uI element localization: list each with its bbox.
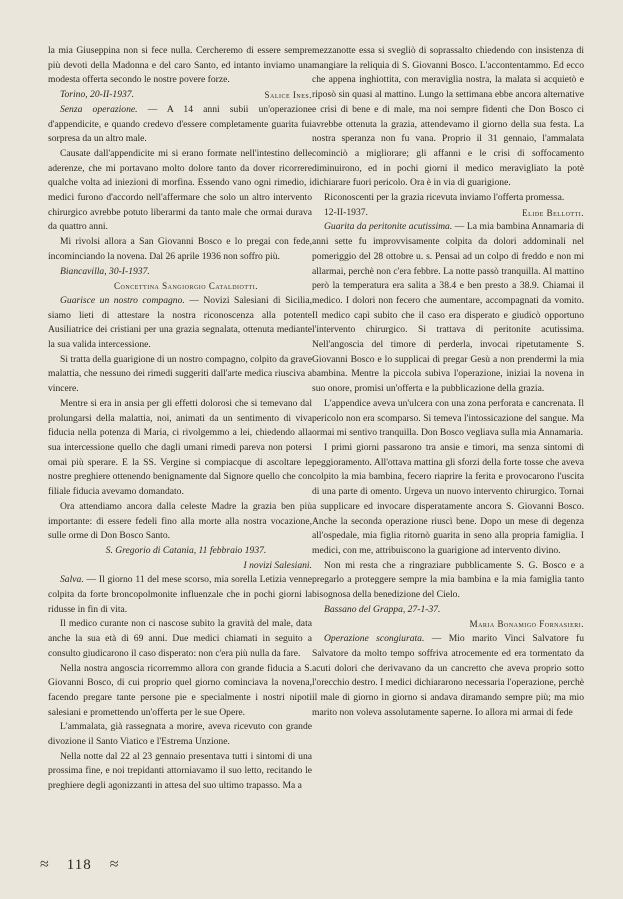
- signature-place-date: Biancavilla, 30-I-1937.: [60, 265, 150, 277]
- paragraph-body: — La mia bambina Annamaria di anni sette fu improvvisamente colpita da dolori addominali nel pomeriggio del 28 ottobre u. s. Pensai ad un colpo di freddo e non mi allarmai, perchè non c'era febbre. La notte passò tranquilla. Al mattino però la temperatura era salita a 38.4 e ben presto a 38.9. Chiamai il medico. I dolori non fecero che aumentare, accompagnati da vomito. Il medico capì subito che il caso era disperato e giudicò opportuno l'intervento chirurgico. Si trattava di peritonite acutissima. Nell'angoscia del timore di perderla, invocai ripetutamente S. Giovanni Bosco e lo supplicai di pregar Gesù a non prendermi la mia bambina. Mentre la piccola subiva l'operazione, iniziai la novena in suo onore, promisi un'offerta e la pubblicazione della grazia.: [312, 221, 584, 395]
- paragraph-body: — A 14 anni subii un'operazione d'appendicite, e quando credevo d'essere completamente guarita fui sorpresa da un altro male.: [48, 103, 313, 145]
- right-column: [312, 44, 584, 720]
- signature-place-date: 12-II-1937.: [324, 206, 368, 218]
- ornament-wave-icon: ≈: [109, 856, 119, 873]
- signature-place-date: Bassano del Grappa, 27-1-37.: [324, 603, 441, 615]
- paragraph: [48, 573, 312, 617]
- paragraph: [312, 632, 584, 720]
- page-footer: [40, 856, 220, 874]
- signature-name: Elide Bellotti.: [522, 207, 584, 218]
- page-number: 118: [66, 856, 92, 873]
- paragraph: I primi giorni passarono tra ansie e timori, ma senza sintomi di peggioramento. All'ottava mattina gli sforzi della forte tosse che aveva colpito la mia bambina, fecero riaprire la ferita e provocarono l'uscita di una parte di omento. Urgeva un nuovo intervento chirurgico. Tornai a supplicare ed invocare disperatamente ancora S. Giovanni Bosco. Anche la seconda operazione riuscì bene. Dopo un mese di degenza all'ospedale, mia figlia ritornò guarita in seno alla propria famiglia. I medici, con me, attribuiscono la guarigione ad intervento divino.: [312, 441, 584, 556]
- paragraph: Nella notte dal 22 al 23 gennaio presentava tutti i sintomi di una prossima fine, e noi trepidanti attorniavamo il suo letto, recitando le preghiere degli agonizzanti in attesa del suo ultimo trapasso. Ma a: [48, 750, 312, 792]
- paragraph: Ora attendiamo ancora dalla celeste Madre la grazia ben più importante: di essere fedeli fino alla morte alla nostra vocazione, sulle orme di Don Bosco Santo.: [48, 500, 312, 542]
- paragraph: mezzanotte essa si svegliò di soprassalto chiedendo con insistenza di mangiare la reliquia di S. Giovanni Bosco. L'accontentammo. Ed ecco che appena inghiottita, con meraviglia nostra, la malata si acquietò e riposò sin quasi al mattino. Lungo la settimana ebbe ancora alternative e crisi di bene e di male, ma noi sempre fidenti che Don Bosco ci avrebbe ottenuta la grazia, attendevamo il giorno della sua festa. La nostra speranza non fu vana. Proprio il 31 gennaio, l'ammalata cominciò a migliorare; gli affanni e le crisi di soffocamento diminuirono, ed in pochi giorni il medico meravigliato la potè dichiarare fuori pericolo. Ora è in via di guarigione.: [312, 45, 584, 189]
- signature-line: [48, 88, 312, 103]
- signature-name: Concettina Sangiorgio Cataldiotti.: [114, 281, 258, 292]
- paragraph-title: Senza operazione.: [60, 103, 138, 115]
- paragraph: [48, 103, 312, 147]
- signature-name: Maria Bonamigo Fornasieri.: [469, 619, 584, 630]
- signature-place-date: Torino, 20-II-1937.: [60, 89, 134, 101]
- paragraph: Non mi resta che a ringraziare pubblicamente S. G. Bosco e a pregarlo a proteggere sempre la mia bambina e la mia famiglia tanto bisognosa della benedizione del Cielo.: [312, 559, 584, 601]
- paragraph: Riconoscenti per la grazia ricevuta inviamo l'offerta promessa.: [324, 192, 565, 204]
- paragraph-title: Operazione scongiurata.: [324, 633, 425, 645]
- paragraph: la mia Giuseppina non si fece nulla. Cercheremo di essere sempre più devoti della Madonna e del caro Santo, ed intanto inviamo una modesta offerta secondo le nostre povere forze.: [48, 45, 312, 86]
- paragraph: Il medico curante non ci nascose subito la gravità del male, data anche la sua età di 69 anni. Due medici chiamati in seguito a consulto giudicarono il caso disperato: non c'era più nulla da fare.: [48, 618, 312, 659]
- paragraph-body: — Mio marito Vinci Salvatore fu Salvatore da molto tempo soffriva atrocemente ed era tormentato da acuti dolori che derivavano da un cancretto che aveva proprio sotto l'orecchio destro. I medici dichiararono necessaria l'operazione, perchè il male di giorno in giorno si andava diramando sempre più; ma mio marito non voleva assolutamente saperne. Io allora mi armai di fede: [312, 633, 584, 718]
- signature-place-date: S. Gregorio di Catania, 11 febbraio 1937.: [105, 544, 267, 556]
- signature-name: I novizi Salesiani.: [243, 559, 312, 571]
- left-column: [48, 44, 312, 794]
- paragraph-title: Guarita da peritonite acutissima.: [324, 221, 453, 233]
- paragraph: [312, 220, 584, 396]
- paragraph-body: — Novizi Salesiani di Sicilia, siamo lieti di attestare la nostra riconoscenza alla potente Ausiliatrice dei cristiani per una grazia segnalata, ottenuta mediante la sua valida intercessione.: [48, 294, 312, 351]
- signature-line: [312, 206, 584, 221]
- paragraph: Nella nostra angoscia ricorremmo allora con grande fiducia a S. Giovanni Bosco, di cui proprio quel giorno cominciava la novena, facendo pregare tante persone pie e specialmente i nostri nipoti salesiani e promettendo un'offerta per le sue Opere.: [48, 662, 312, 718]
- paragraph: L'appendice aveva un'ulcera con una zona perforata e cancrenata. Il pericolo non era scomparso. Si temeva l'intossicazione del sangue. Ma ormai mi sentivo tranquilla. Don Bosco vegliava sulla mia Annamaria.: [312, 397, 584, 439]
- signature-name: Salice Ines.: [264, 90, 312, 101]
- paragraph: Causate dall'appendicite mi si erano formate nell'intestino delle aderenze, che mi portavano molto dolore tanto da dover ricorrere qualche volta ad iniezioni di morfina. Essendo vano ogni rimedio, i medici furono d'accordo nell'affermare che solo un altro intervento chirurgico avrebbe potuto liberarmi da tanto male che ormai durava da quattro anni.: [48, 147, 312, 233]
- paragraph: L'ammalata, già rassegnata a morire, aveva ricevuto con grande divozione il Santo Viatico e l'Estrema Unzione.: [48, 721, 312, 748]
- paragraph: Si tratta della guarigione di un nostro compagno, colpito da grave malattia, che nessuno dei rimedi suggeriti dall'arte medica riusciva a vincere.: [48, 353, 312, 395]
- paragraph: Mentre si era in ansia per gli effetti dolorosi che si temevano dal prolungarsi della malattia, noi, animati da un sentimento di viva fiducia nella potenza di Maria, ci rivolgemmo a lei, chiedendo alla sua intercessione quello che dagli umani rimedi pareva non potersi omai più sperare. E la SS. Vergine si compiacque di ascoltare le nostre preghiere ottenendo benignamente dal Signore quello che con filiale fiducia avevamo domandato.: [48, 397, 312, 498]
- paragraph-title: Guarisce un nostro compagno.: [60, 294, 185, 306]
- paragraph-title: Salva.: [60, 574, 84, 586]
- paragraph: [48, 294, 312, 353]
- paragraph-body: — Il giorno 11 del mese scorso, mia sorella Letizia venne colpita da forte broncopolmonite influenzale che in pochi giorni la ridusse in fin di vita.: [48, 574, 312, 615]
- paragraph: Mi rivolsi allora a San Giovanni Bosco e lo pregai con fede, incominciando la novena. Dal 26 aprile 1936 non soffro più.: [48, 236, 312, 262]
- ornament-wave-icon: ≈: [40, 856, 49, 873]
